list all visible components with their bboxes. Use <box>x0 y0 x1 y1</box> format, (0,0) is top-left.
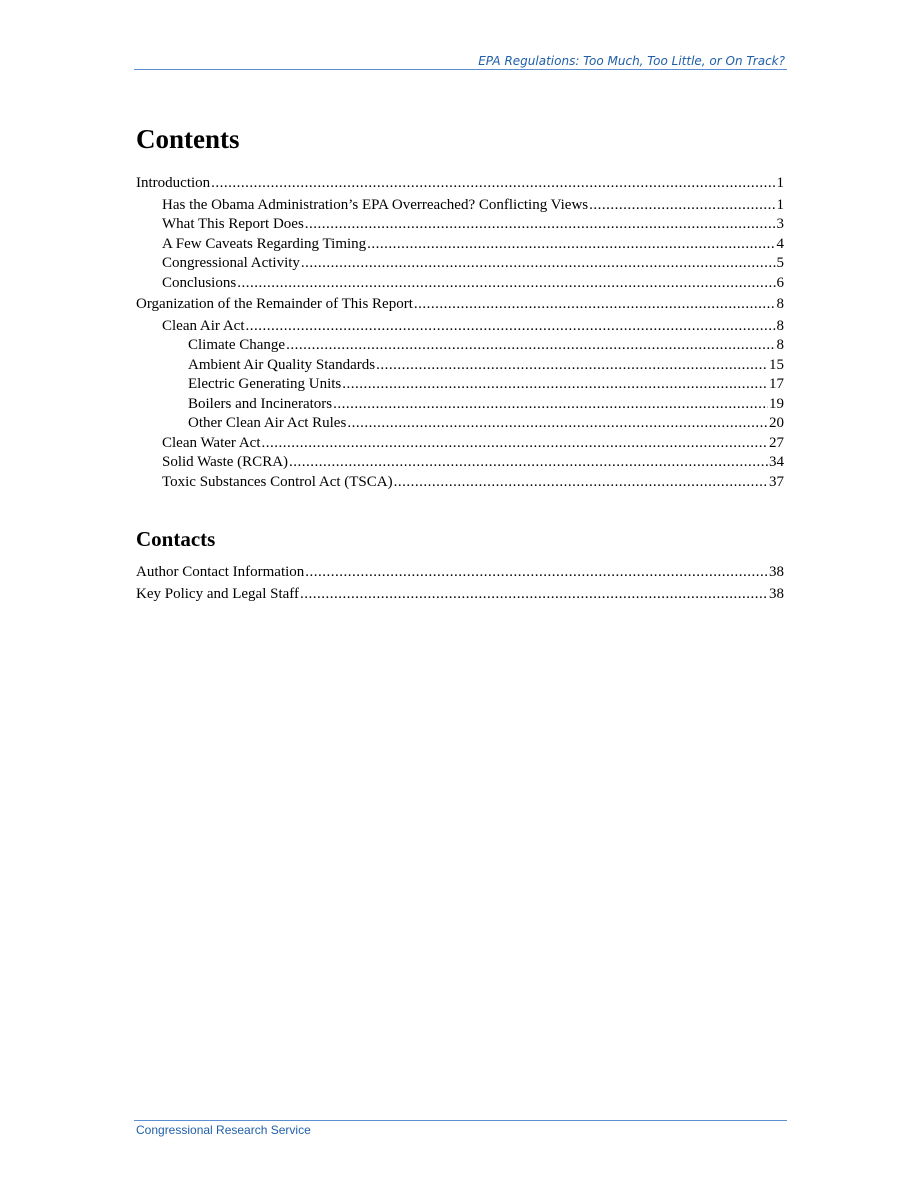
toc-entry-clean-water-act[interactable] <box>136 434 784 454</box>
toc-entry-title: Has the Obama Administration’s EPA Overreached? Conflicting Views <box>162 196 589 213</box>
toc-leader-dots <box>414 295 776 315</box>
toc-entry-title: Clean Water Act <box>162 434 261 451</box>
toc-entry-page: 1 <box>776 175 784 191</box>
toc-leader-dots <box>305 563 768 583</box>
toc-entry-page: 4 <box>776 235 784 252</box>
toc-entry-title: Congressional Activity <box>162 255 300 271</box>
toc-entry-title: Toxic Substances Control Act (TSCA) <box>162 473 393 490</box>
toc-entry-author-contact[interactable] <box>136 563 784 583</box>
toc-entry-title: Solid Waste (RCRA) <box>162 454 289 470</box>
toc-entry-page: 38 <box>769 585 784 602</box>
toc-entry-caveats-timing[interactable] <box>136 235 784 255</box>
toc-entry-electric-generating-units[interactable] <box>136 375 784 395</box>
toc-leader-dots <box>246 317 776 337</box>
toc-entry-page: 37 <box>769 473 784 490</box>
toc-leader-dots <box>367 235 775 255</box>
toc-leader-dots <box>394 473 768 493</box>
toc-leader-dots <box>589 196 775 216</box>
toc-entry-title: Key Policy and Legal Staff <box>136 585 300 602</box>
toc-entry-page: 8 <box>776 337 784 353</box>
footer-divider <box>134 1120 787 1121</box>
toc-entry-page: 6 <box>776 274 784 291</box>
toc-entry-ambient-air-quality[interactable] <box>136 356 784 376</box>
toc-leader-dots <box>305 215 776 235</box>
toc-entry-clean-air-act[interactable] <box>136 317 784 337</box>
toc-entry-title: A Few Caveats Regarding Timing <box>162 235 367 252</box>
footer-label: Congressional Research Service <box>136 1123 311 1137</box>
toc-entry-other-clean-air-act-rules[interactable] <box>136 414 784 434</box>
toc-leader-dots <box>301 254 776 274</box>
contents-heading: Contents <box>136 124 240 154</box>
toc-entry-title: Introduction <box>136 175 211 191</box>
toc-leader-dots <box>286 336 775 356</box>
toc-entry-title: Electric Generating Units <box>188 376 342 392</box>
toc-entry-title: Author Contact Information <box>136 564 305 580</box>
toc-entry-page: 3 <box>776 216 784 232</box>
toc-entry-what-this-report-does[interactable] <box>136 215 784 235</box>
table-of-contents <box>136 174 784 492</box>
toc-entry-page: 8 <box>776 296 784 312</box>
toc-entry-page: 1 <box>776 196 784 213</box>
toc-leader-dots <box>300 585 768 605</box>
toc-leader-dots <box>333 395 768 415</box>
toc-entry-page: 8 <box>776 317 784 334</box>
header-divider <box>134 69 787 70</box>
toc-entry-page: 20 <box>769 415 784 431</box>
toc-entry-title: Boilers and Incinerators <box>188 395 333 412</box>
toc-entry-page: 5 <box>776 255 784 271</box>
toc-entry-key-policy-staff[interactable] <box>136 585 784 605</box>
toc-leader-dots <box>342 375 768 395</box>
toc-leader-dots <box>261 434 768 454</box>
toc-entry-title: Clean Air Act <box>162 317 245 334</box>
toc-entry-title: What This Report Does <box>162 216 304 232</box>
toc-entry-solid-waste-rcra[interactable] <box>136 453 784 473</box>
contacts-heading: Contacts <box>136 527 216 551</box>
toc-leader-dots <box>376 356 768 376</box>
toc-leader-dots <box>237 274 775 294</box>
toc-entry-page: 38 <box>769 564 784 580</box>
contacts-list <box>136 563 784 604</box>
toc-entry-climate-change[interactable] <box>136 336 784 356</box>
toc-entry-title: Organization of the Remainder of This Report <box>136 296 413 312</box>
toc-entry-conclusions[interactable] <box>136 274 784 294</box>
toc-entry-page: 17 <box>769 376 784 392</box>
toc-leader-dots <box>289 453 768 473</box>
toc-entry-page: 27 <box>769 434 784 451</box>
toc-entry-overreached[interactable] <box>136 196 784 216</box>
toc-entry-page: 15 <box>769 356 784 373</box>
toc-entry-introduction[interactable] <box>136 174 784 194</box>
toc-entry-title: Conclusions <box>162 274 237 291</box>
toc-entry-title: Other Clean Air Act Rules <box>188 415 347 431</box>
toc-entry-title: Ambient Air Quality Standards <box>188 356 376 373</box>
toc-leader-dots <box>211 174 775 194</box>
toc-entry-congressional-activity[interactable] <box>136 254 784 274</box>
toc-entry-organization[interactable] <box>136 295 784 315</box>
running-header: EPA Regulations: Too Much, Too Little, or On Track? <box>478 54 785 68</box>
toc-leader-dots <box>347 414 768 434</box>
toc-entry-page: 19 <box>769 395 784 412</box>
toc-entry-boilers-incinerators[interactable] <box>136 395 784 415</box>
toc-entry-title: Climate Change <box>188 337 286 353</box>
toc-entry-page: 34 <box>769 454 784 470</box>
toc-entry-tsca[interactable] <box>136 473 784 493</box>
